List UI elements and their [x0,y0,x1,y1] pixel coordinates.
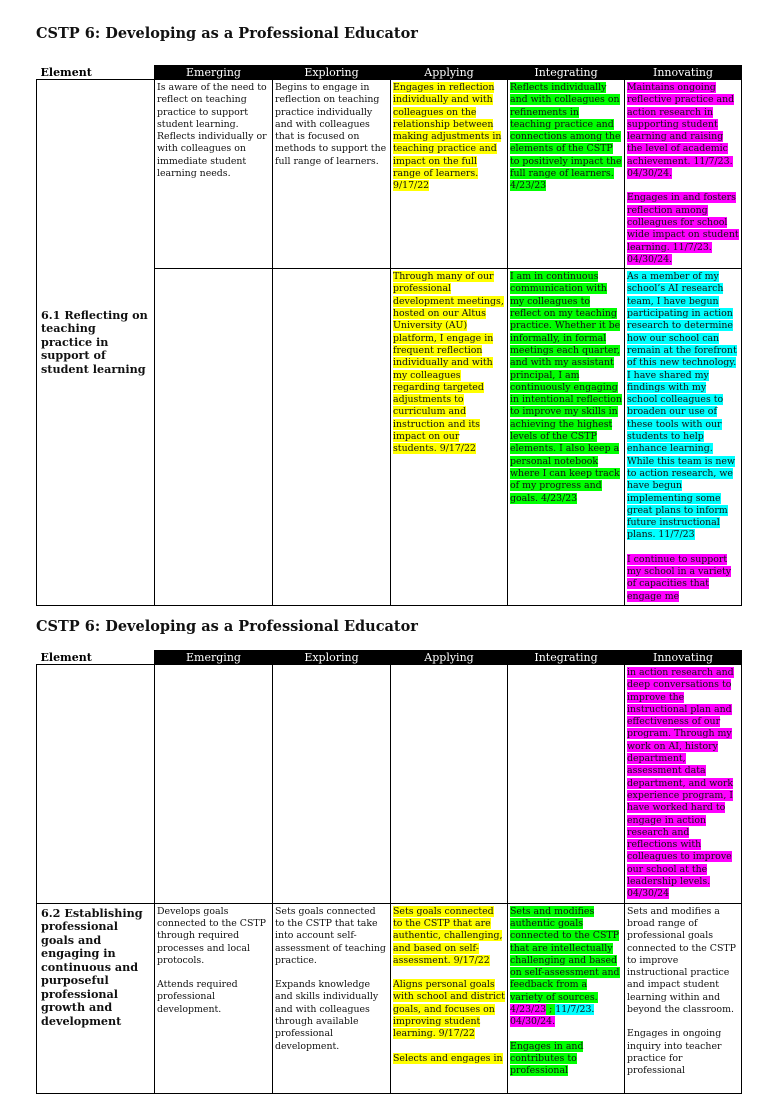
integrating-6-2-sep: ; [546,1004,556,1016]
innovating-6-2-p2: Engages in ongoing inquiry into teacher practice for professional [627,1028,722,1077]
applying-header: Applying [391,66,508,80]
applying-descriptor-6-2 [391,903,508,1093]
emerging-6-2-p1: Develops goals connected to the CSTP through required processes and local protocols. [157,905,266,966]
element-6-2-text: 6.2 Establishing professional goals and engaging in continuous and purposeful professional growth and development [41,905,143,1028]
continued-element-cell [37,665,155,904]
exploring-descriptor-6-2 [273,903,391,1093]
integrating-6-2-p1: Sets and modifies authentic goals connected to the CSTP that are intellectually challenging and based on self-assessment and feedback from a variety of sources. [510,905,620,1003]
innovating-evidence [625,269,742,606]
integrating-6-2-date-a: 4/23/23 [510,1004,547,1016]
emerging-header: Emerging [155,66,273,80]
page-title: CSTP 6: Developing as a Professional Educator [36,25,418,42]
integrating-6-2-date-c: 04/30/24. [510,1016,556,1028]
emerging-descriptor-6-2 [155,903,273,1093]
emerging-descriptor: Is aware of the need to reflect on teaching practice to support student learning. Reflects individually or with colleagues on immediate student learning needs. [155,80,273,269]
integrating-descriptor-6-2 [508,903,625,1093]
innovating-descriptor-6-2 [625,903,742,1093]
innovating-descriptor [625,80,742,269]
applying-6-2-p3: Selects and engages in [393,1052,503,1064]
innovating-date-2: 04/30/24. [627,253,673,265]
emerging-6-2-p2: Attends required professional development. [157,979,238,1015]
element-header-2: Element [37,651,155,665]
continued-innovating [625,665,742,904]
element-header: Element [37,66,155,80]
applying-evidence-text: Through many of our professional development meetings, hosted on our Altus University (AU) platform, I engage in frequent reflection individually and with my colleagues regarding targeted adjustments to curriculum and instruction and its impact on our students. 9/17/22 [393,271,504,455]
integrating-6-2-date-b: 11/7/23. [555,1004,595,1016]
emerging-evidence [155,269,273,606]
continued-integrating [508,665,625,904]
integrating-6-2-p2: Engages in and contributes to professional [510,1040,584,1077]
continued-innovating-text: in action research and deep conversations to improve the instructional plan and effectiveness of our program. Through my work on AI, history department, assessment data department, and work experience program, I have worked hard to engage in action research and reflections with colleagues to improve our school at the leadership levels. [627,667,734,888]
innovating-highlight-2: Engages in and fosters reflection among colleagues for school wide impact on student learning. 11/7/23. [627,192,739,253]
applying-highlight: Engages in reflection individually and with colleagues on the relationship between making adjustments in teaching practice and impact on the full range of learners. 9/17/22 [393,82,502,192]
exploring-6-2-p2: Expands knowledge and skills individually and with colleagues through available professional development. [275,979,379,1052]
page-title-2: CSTP 6: Developing as a Professional Educator [36,618,418,635]
exploring-header: Exploring [273,66,391,80]
innovating-highlight-1: Maintains ongoing reflective practice and action research in supporting student learning and raising the level of academic achievement. 11/7/23. [627,82,735,167]
integrating-highlight: Reflects individually and with colleagues on refinements in teaching practice and connections among the elements of the CSTP to positively impact the full range of learners. 4/23/23 [510,82,622,192]
continued-emerging [155,665,273,904]
integrating-header: Integrating [508,66,625,80]
emerging-header-2: Emerging [155,651,273,665]
exploring-descriptor: Begins to engage in reflection on teaching practice individually and with colleagues that is focused on methods to support the full range of learners. [273,80,391,269]
header-row-2 [37,651,742,665]
element-6-1-label [37,80,155,606]
innovating-evidence-text-2: I continue to support my school in a variety of capacities that engage me [627,553,732,602]
element-6-1-text: 6.1 Reflecting on teaching practice in support of student learning [41,307,148,376]
innovating-header-2: Innovating [625,651,742,665]
exploring-6-2-p1: Sets goals connected to the CSTP that take into account self-assessment of teaching practice. [275,905,386,966]
applying-6-2-p1: Sets goals connected to the CSTP that are authentic, challenging, and based on self-assessment. 9/17/22 [393,905,503,966]
descriptor-row [37,80,742,269]
integrating-evidence [508,269,625,606]
continued-row [37,665,742,904]
applying-header-2: Applying [391,651,508,665]
exploring-header-2: Exploring [273,651,391,665]
innovating-6-2-p1: Sets and modifies a broad range of professional goals connected to the CSTP to improve instructional practice and impact student learning within and beyond the classroom. [627,905,736,1016]
exploring-evidence [273,269,391,606]
element-6-2-label [37,903,155,1093]
applying-evidence [391,269,508,606]
descriptor-row-6-2 [37,903,742,1093]
innovating-header: Innovating [625,66,742,80]
innovating-date-1: 04/30/24. [627,168,673,180]
header-row [37,66,742,80]
continued-exploring [273,665,391,904]
applying-descriptor [391,80,508,269]
applying-6-2-p2: Aligns personal goals with school and district goals, and focuses on improving student learning. 9/17/22 [393,979,505,1040]
continued-applying [391,665,508,904]
innovating-evidence-text-1: As a member of my school’s AI research team, I have begun participating in action research to determine how our school can remain at the forefront of this new technology. I have shared my findings with my school colleagues to broaden our use of these tools with our students to help enhance learning. While this team is new to action research, we have begun implementing some great plans to inform future instructional plans. 11/7/23 [627,271,737,541]
integrating-descriptor [508,80,625,269]
continued-innovating-date: 04/30/24 [627,888,670,900]
rubric-table-6-1 [36,65,742,606]
rubric-table-6-2 [36,650,742,1094]
integrating-evidence-text: I am in continuous communication with my colleagues to reflect on my teaching practice. Whether it be informally, in formal meetings each quarter, and with my assistant principal, I am continuously engaging in intentional reflection to improve my skills in achieving the highest levels of the CSTP elements. I also keep a personal notebook where I can keep track of my progress and goals. 4/23/23 [510,271,622,504]
integrating-header-2: Integrating [508,651,625,665]
